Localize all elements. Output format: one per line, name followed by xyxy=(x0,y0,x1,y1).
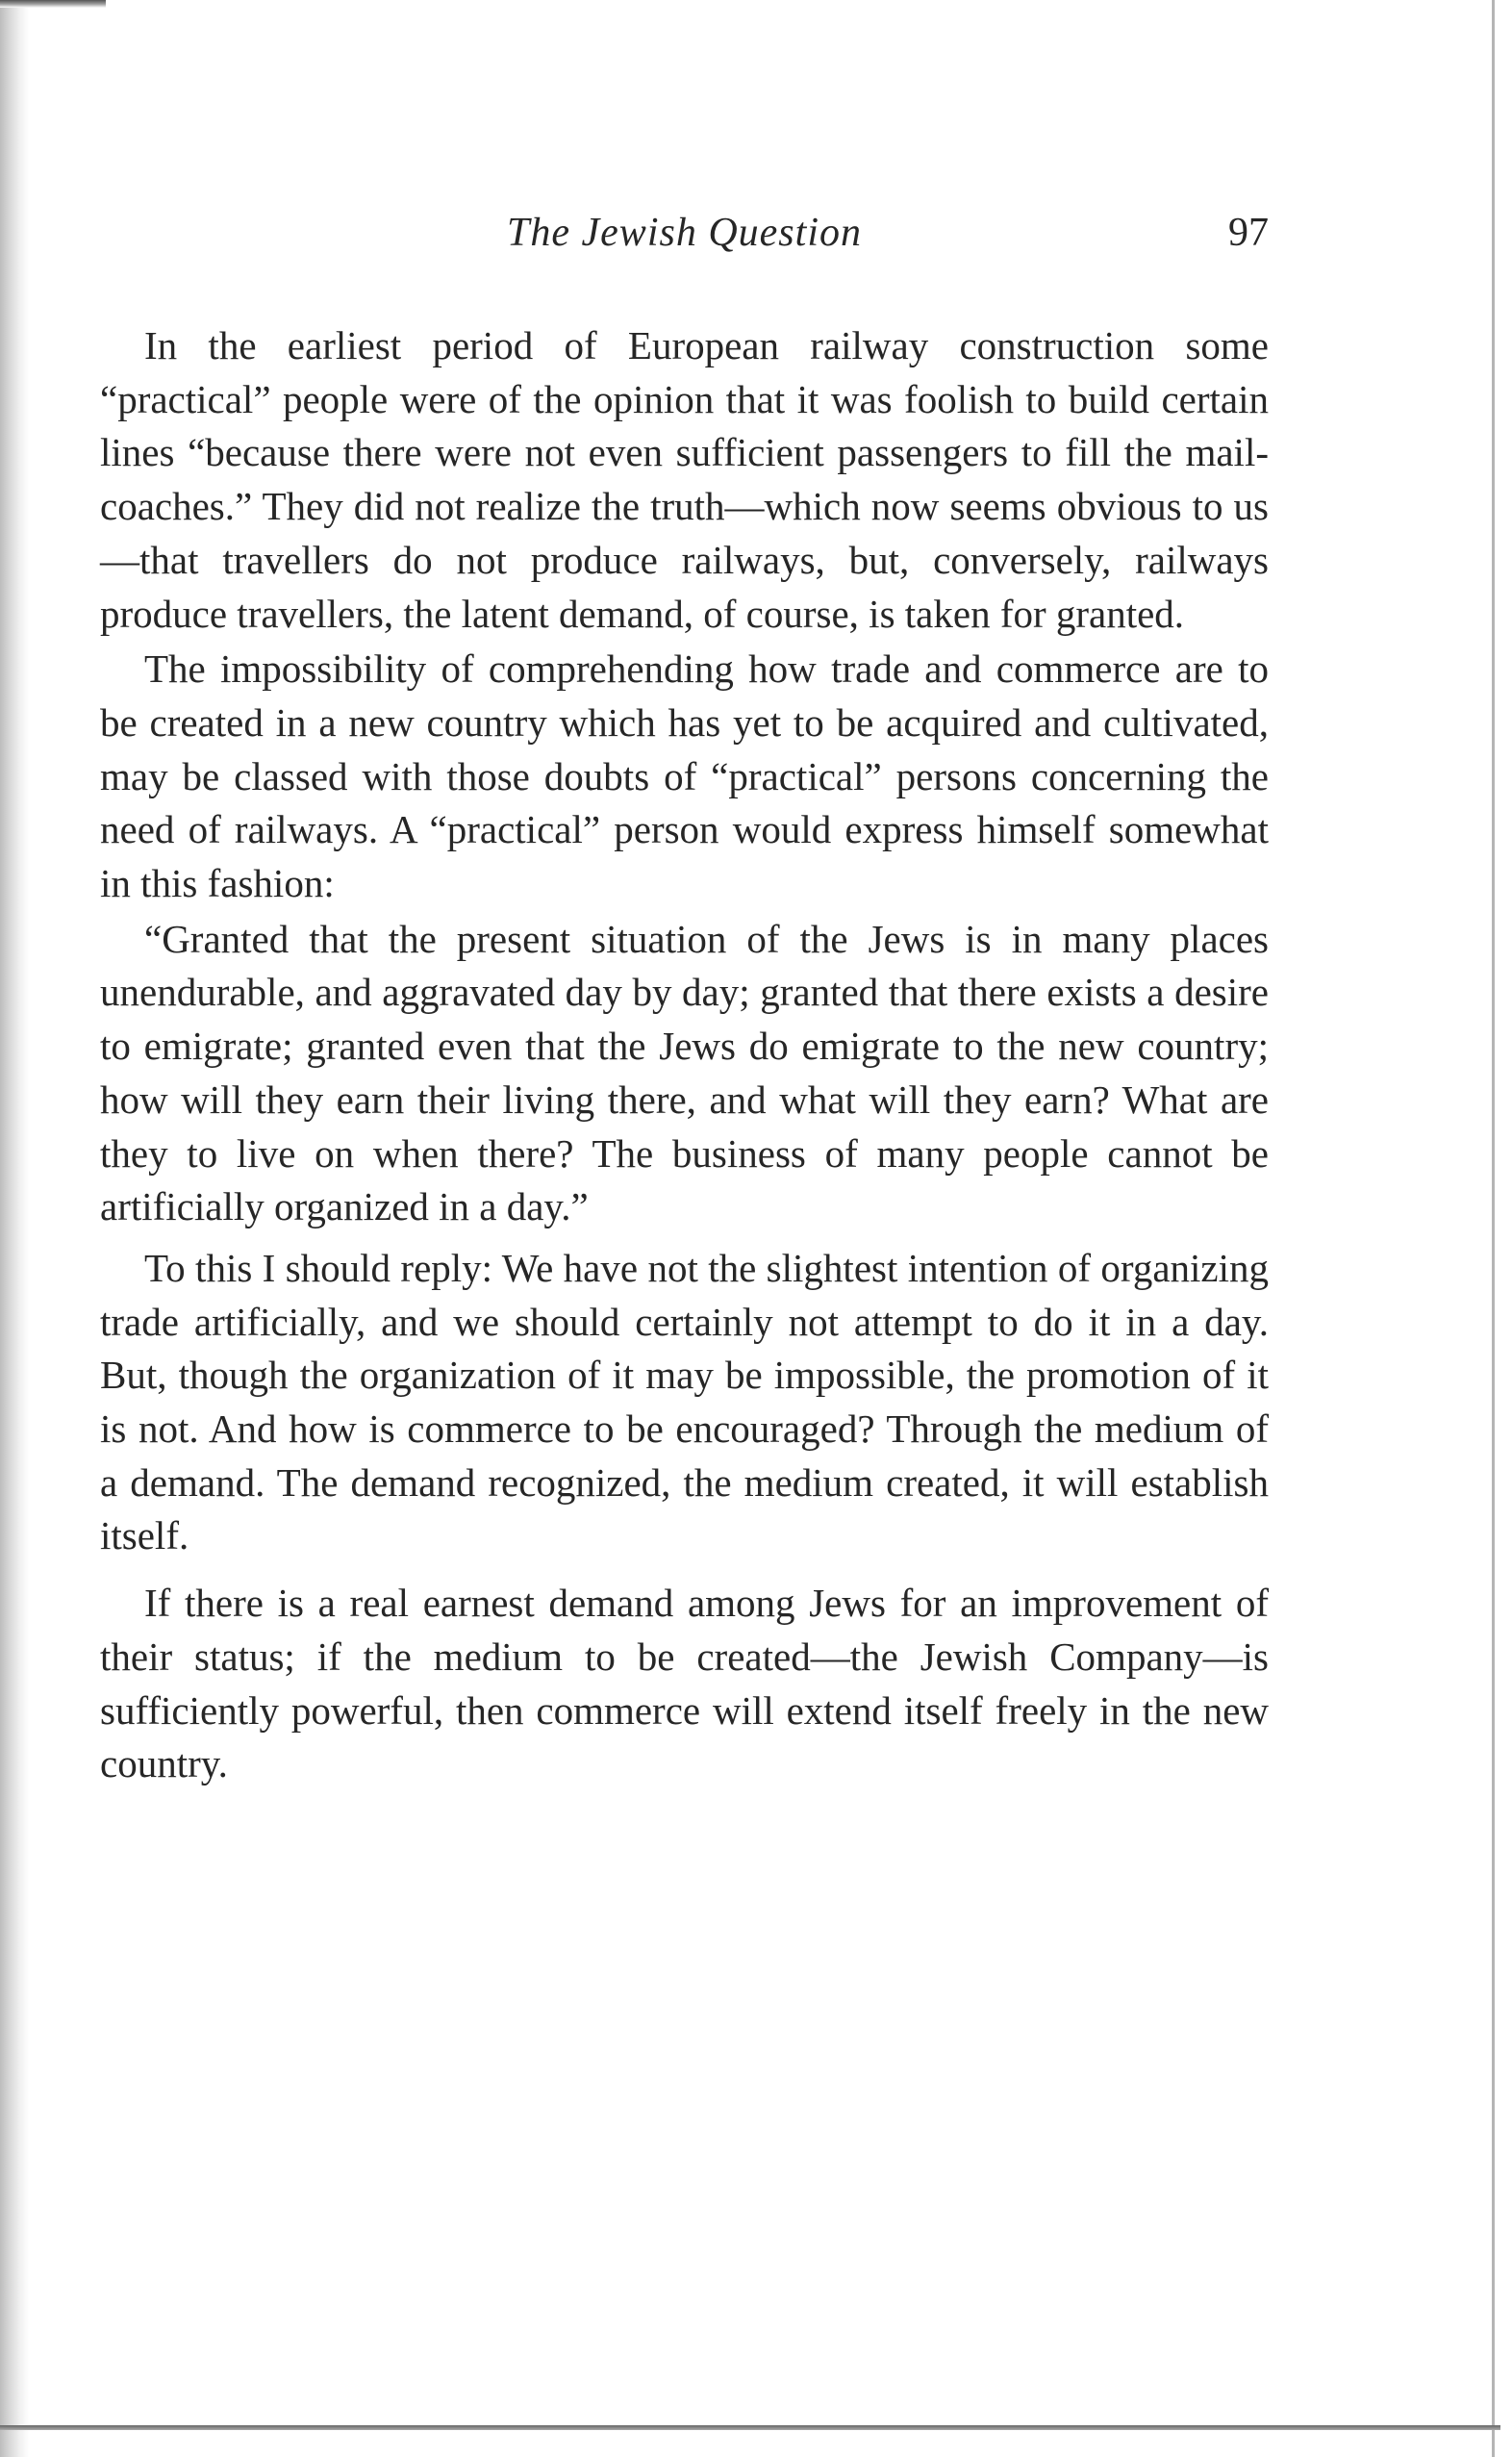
paragraph-3: “Granted that the present situation of the Jews is in many places unendurable, and aggravated day by day; granted that there exists a desire to emigrate; granted even that the Jews do emigrate to the new country; how will they earn their living there, and what will they earn? What are they to live on when there? The business of many people cannot be artificially organized in a day.” xyxy=(100,916,1269,1229)
paragraph-2: The impossibility of comprehending how trade and commerce are to be created in a new country which has yet to be acquired and cultivated, may be classed with those doubts of “practical” persons concerning the need of railways. A “practical” person would express himself somewhat in this fashion: xyxy=(100,646,1269,906)
page-number: 97 xyxy=(1228,211,1269,255)
running-head xyxy=(100,204,1269,262)
scan-edge-left xyxy=(0,0,29,2457)
paragraph-1: In the earliest period of European railway construction some “practical” people were of the opinion that it was foolish to build certain lines “because there were not even sufficient passengers to fill the mail-coaches.” They did not realize the truth—which now seems obvious to us—that travellers do not produce railways, but, conversely, railways produce travellers, the latent demand, of course, is taken for granted. xyxy=(100,323,1269,636)
scan-edge-bottom xyxy=(0,2425,1500,2430)
scan-edge-right xyxy=(1492,0,1495,2457)
paragraph-5: If there is a real earnest demand among Jews for an improvement of their status; if the medium to be created—the Jewish Company—is sufficiently powerful, then commerce will extend itself freely in the new country. xyxy=(100,1581,1269,1786)
paragraph-4: To this I should reply: We have not the slightest intention of organizing trade artificially, and we should certainly not attempt to do it in a day. But, though the organization of it may be impossible, the promotion of it is not. And how is commerce to be encouraged? Through the medium of a demand. The demand recognized, the medium created, it will establish itself. xyxy=(100,1245,1269,1558)
scan-edge-top xyxy=(0,0,106,8)
running-title: The Jewish Question xyxy=(507,211,862,255)
body-text xyxy=(100,319,1269,1791)
